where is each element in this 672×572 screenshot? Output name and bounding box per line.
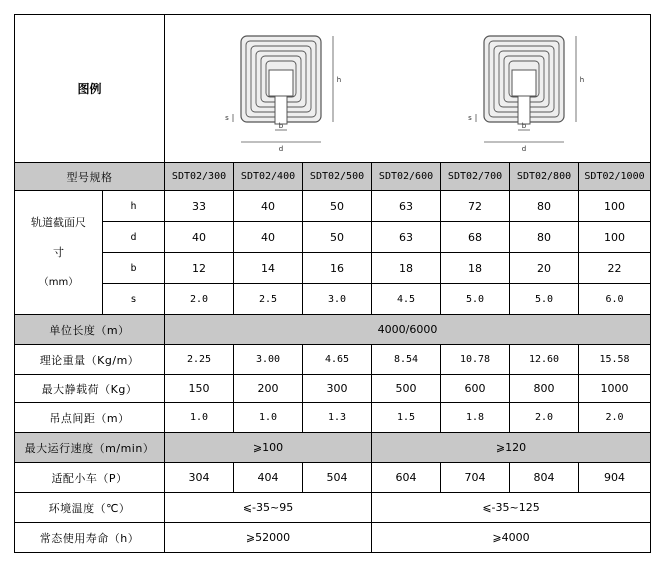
- spacing-row: [15, 403, 651, 433]
- spacing-value: 1.0: [234, 403, 303, 433]
- dimension-value: 40: [234, 191, 303, 222]
- dimension-value: 40: [165, 222, 234, 253]
- dimension-value: 72: [441, 191, 510, 222]
- model-cell: SDT02/1000: [579, 163, 651, 191]
- dimension-value: 18: [372, 253, 441, 284]
- model-cell: SDT02/600: [372, 163, 441, 191]
- lifespan-row: [15, 523, 651, 553]
- model-cell: SDT02/400: [234, 163, 303, 191]
- trolley-value: 804: [510, 463, 579, 493]
- dimension-title-cell: [15, 191, 103, 315]
- model-cell: SDT02/300: [165, 163, 234, 191]
- max-load-value: 1000: [579, 375, 651, 403]
- dimension-value: 33: [165, 191, 234, 222]
- spacing-value: 1.5: [372, 403, 441, 433]
- max-load-value: 200: [234, 375, 303, 403]
- trolley-value: 404: [234, 463, 303, 493]
- unit-length-value: 4000/6000: [165, 315, 651, 345]
- legend-row: [15, 15, 651, 163]
- max-load-label: 最大静载荷（Kg）: [15, 375, 165, 403]
- weight-value: 3.00: [234, 345, 303, 375]
- dimension-value: 20: [510, 253, 579, 284]
- spacing-value: 1.0: [165, 403, 234, 433]
- dimension-value: 3.0: [303, 284, 372, 315]
- spec-sheet: [14, 14, 650, 564]
- dimension-value: 63: [372, 191, 441, 222]
- dimension-value: 22: [579, 253, 651, 284]
- max-load-value: 800: [510, 375, 579, 403]
- trolley-value: 704: [441, 463, 510, 493]
- rail-cross-section-diagram-a: [211, 24, 361, 154]
- rail-bottom-slot: [518, 96, 530, 124]
- model-header-label: 型号规格: [15, 163, 165, 191]
- dimension-value: 5.0: [441, 284, 510, 315]
- max-load-value: 150: [165, 375, 234, 403]
- dimension-value: 80: [510, 191, 579, 222]
- max-speed-value-a: ⩾100: [165, 433, 372, 463]
- dimension-value: 50: [303, 222, 372, 253]
- max-load-value: 500: [372, 375, 441, 403]
- model-cell: SDT02/800: [510, 163, 579, 191]
- env-temp-label: 环境温度（℃）: [15, 493, 165, 523]
- weight-value: 2.25: [165, 345, 234, 375]
- max-load-value: 300: [303, 375, 372, 403]
- weight-row: [15, 345, 651, 375]
- lifespan-label: 常态使用寿命（h）: [15, 523, 165, 553]
- spacing-value: 1.3: [303, 403, 372, 433]
- lifespan-value-a: ⩾52000: [165, 523, 372, 553]
- dimension-title-unit: （mm）: [38, 276, 79, 288]
- dimension-value: 14: [234, 253, 303, 284]
- dimension-value: 5.0: [510, 284, 579, 315]
- dimension-value: 63: [372, 222, 441, 253]
- max-load-row: [15, 375, 651, 403]
- model-cell: SDT02/500: [303, 163, 372, 191]
- rail-cross-section-diagram-b: [454, 24, 604, 154]
- trolley-label: 适配小车（P）: [15, 463, 165, 493]
- dimension-value: 100: [579, 191, 651, 222]
- dimension-value: 16: [303, 253, 372, 284]
- dimension-label-b: b: [279, 121, 284, 130]
- unit-length-label: 单位长度（m）: [15, 315, 165, 345]
- legend-label: 图例: [77, 82, 102, 96]
- rail-bottom-slot: [275, 96, 287, 124]
- dimension-value: 50: [303, 191, 372, 222]
- max-speed-value-b: ⩾120: [372, 433, 651, 463]
- dimension-label-d: d: [521, 144, 526, 153]
- trolley-row: [15, 463, 651, 493]
- model-header-row: [15, 163, 651, 191]
- dimension-value: 4.5: [372, 284, 441, 315]
- trolley-value: 604: [372, 463, 441, 493]
- max-speed-label: 最大运行速度（m/min）: [15, 433, 165, 463]
- trolley-value: 904: [579, 463, 651, 493]
- dimension-value: 100: [579, 222, 651, 253]
- dimension-row-s: [15, 284, 651, 315]
- model-cell: SDT02/700: [441, 163, 510, 191]
- max-load-value: 600: [441, 375, 510, 403]
- dimension-value: 12: [165, 253, 234, 284]
- diagram-cell: [165, 15, 651, 163]
- dimension-value: 68: [441, 222, 510, 253]
- env-temp-value-b: ⩽-35~125: [372, 493, 651, 523]
- weight-value: 10.78: [441, 345, 510, 375]
- dimension-key: d: [103, 222, 165, 253]
- rail-inner-channel: [269, 70, 293, 96]
- weight-value: 12.60: [510, 345, 579, 375]
- dimension-value: 6.0: [579, 284, 651, 315]
- unit-length-row: [15, 315, 651, 345]
- spec-table: [14, 14, 651, 553]
- spacing-value: 2.0: [579, 403, 651, 433]
- weight-label: 理论重量（Kg/m）: [15, 345, 165, 375]
- rail-inner-channel: [512, 70, 536, 96]
- dimension-label-h: h: [579, 75, 584, 84]
- dimension-value: 2.5: [234, 284, 303, 315]
- weight-value: 15.58: [579, 345, 651, 375]
- dimension-value: 80: [510, 222, 579, 253]
- dimension-label-b: b: [521, 121, 526, 130]
- dimension-value: 40: [234, 222, 303, 253]
- dimension-label-d: d: [279, 144, 284, 153]
- spacing-value: 2.0: [510, 403, 579, 433]
- dimension-row-h: [15, 191, 651, 222]
- weight-value: 4.65: [303, 345, 372, 375]
- dimension-label-s: s: [467, 113, 472, 122]
- spacing-value: 1.8: [441, 403, 510, 433]
- trolley-value: 504: [303, 463, 372, 493]
- dimension-value: 18: [441, 253, 510, 284]
- dimension-value: 2.0: [165, 284, 234, 315]
- dimension-label-h: h: [337, 75, 342, 84]
- spacing-label: 吊点间距（m）: [15, 403, 165, 433]
- weight-value: 8.54: [372, 345, 441, 375]
- env-temp-row: [15, 493, 651, 523]
- max-speed-row: [15, 433, 651, 463]
- dimension-key: h: [103, 191, 165, 222]
- dimension-key: b: [103, 253, 165, 284]
- env-temp-value-a: ⩽-35~95: [165, 493, 372, 523]
- dimension-title-line1: 轨道截面尺: [31, 215, 86, 229]
- dimension-key: s: [103, 284, 165, 315]
- dimension-label-s: s: [225, 113, 230, 122]
- dimension-row-d: [15, 222, 651, 253]
- legend-label-cell: [15, 15, 165, 163]
- lifespan-value-b: ⩾4000: [372, 523, 651, 553]
- dimension-title-line2: 寸: [53, 245, 64, 259]
- trolley-value: 304: [165, 463, 234, 493]
- dimension-row-b: [15, 253, 651, 284]
